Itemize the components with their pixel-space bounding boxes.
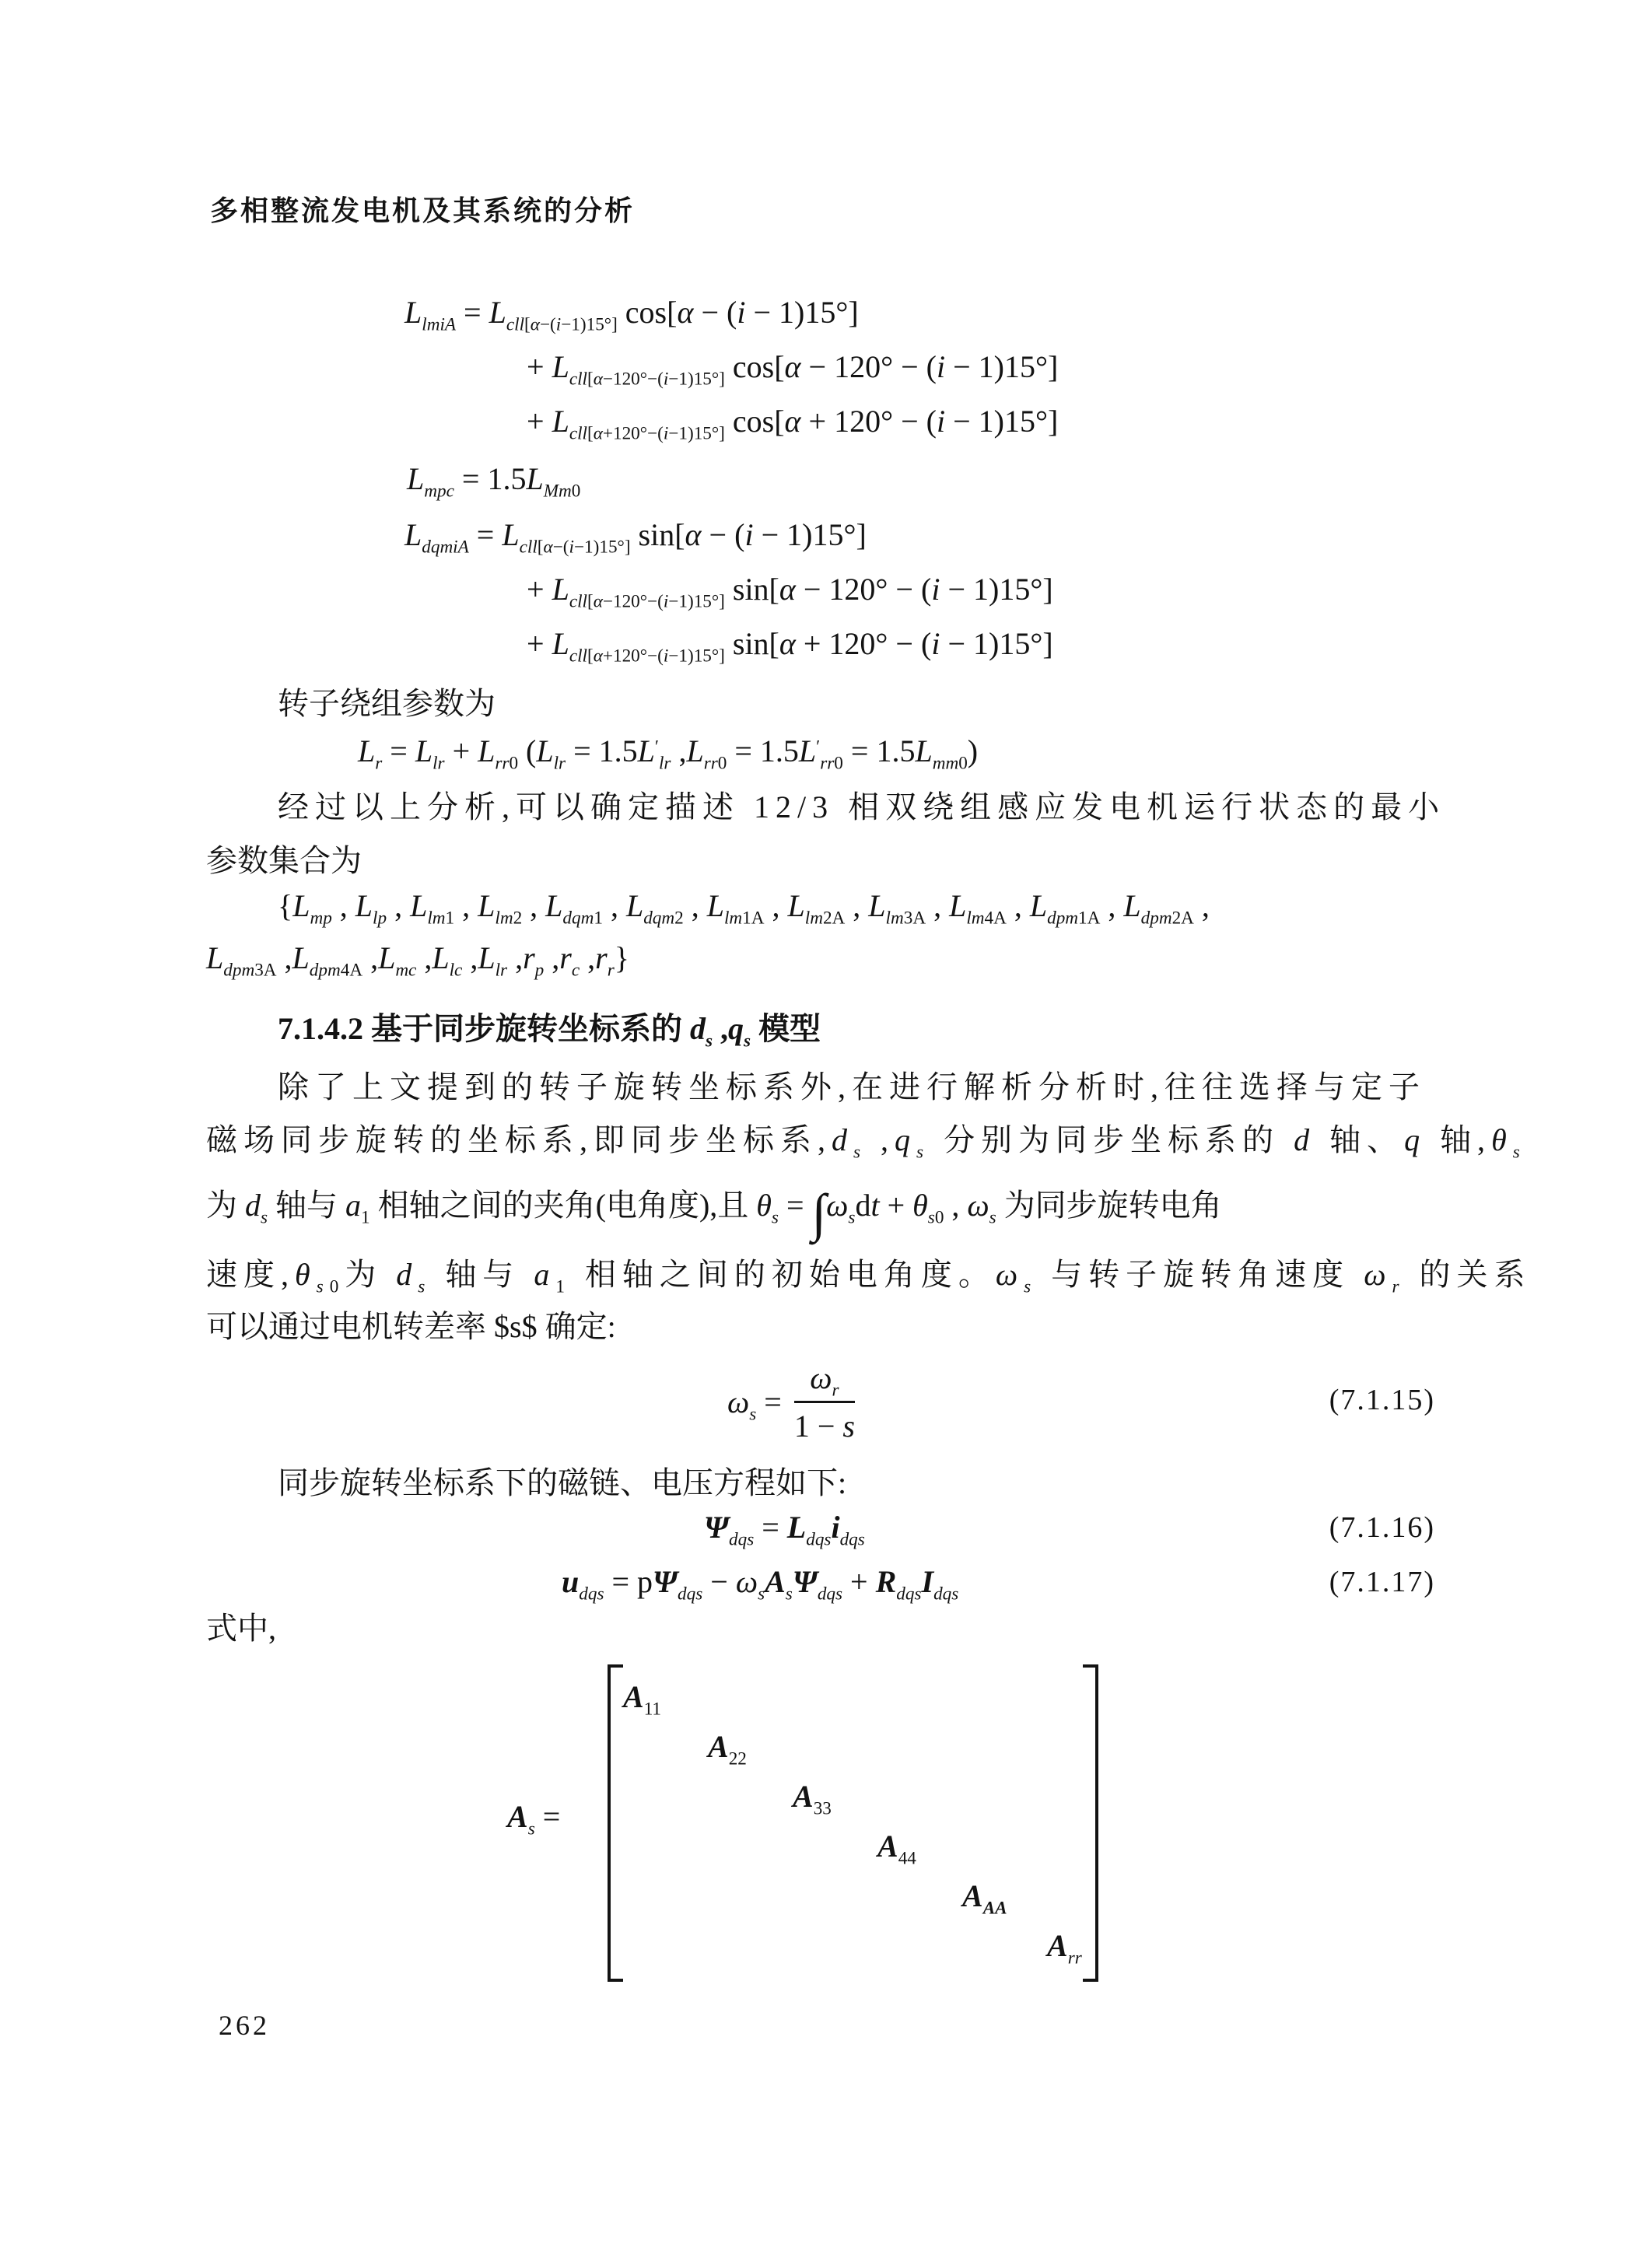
body-paragraph-line5: 可以通过电机转差率 $s$ 确定: <box>206 1309 616 1344</box>
equation-dqmiA-line1: $L_{dqmiA} = L_{cll[\alpha-(i-1)15^\circ]}$ sin[α − (i − 1)15°] <box>404 517 867 558</box>
matrix-entry: $A_{rr}$ <box>1047 1928 1082 1969</box>
fraction <box>794 1360 855 1444</box>
fraction-numerator: $\omega_r$ <box>794 1360 855 1403</box>
equation-lmiA-line1: $L_{lmiA} = L_{cll[\alpha-(i-1)15^\circ]}$ cos[α − (i − 1)15°] <box>404 295 859 335</box>
fraction-denominator: 1 − s <box>793 1409 855 1444</box>
body-paragraph-line3: 为 $d_s$ 轴与 $a_1$ 相轴之间的夹角(电角度),且 $\theta_s = \int\omega_sdt + \theta_{s0}$ , $\omega_s$ 为同步旋转电角 <box>206 1183 1222 1243</box>
matrix-right-bracket <box>1083 1664 1098 1982</box>
equation-number-7-1-15: (7.1.15) <box>1329 1384 1435 1416</box>
matrix-entry: $A_{44}$ <box>877 1829 916 1869</box>
equation-mpc: $L_{mpc} = 1.5L_{Mm0}$ <box>407 461 581 502</box>
equation-lr: $L_r = L_{lr} + L_{rr0}$ ($L_{lr} = 1.5L'_{lr}$ $,L_{rr0} = 1.5L'_{rr0} = 1.5L_{mm0}$) <box>358 733 979 774</box>
flux-voltage-intro: 同步旋转坐标系下的磁链、电压方程如下: <box>278 1465 847 1500</box>
section-heading: 7.1.4.2 基于同步旋转坐标系的 $d_s$ $,q_s$ 模型 <box>278 1011 821 1052</box>
matrix-entry: $A_{11}$ <box>623 1679 662 1720</box>
equation-7-1-15-lhs: $\omega_s$ = <box>727 1384 782 1425</box>
body-paragraph-line2: 磁场同步旋转的坐标系,即同步坐标系$,d_s$ $,q_s$ 分别为同步坐标系的 d 轴、q 轴$,\theta_s$ <box>206 1122 1526 1163</box>
matrix-entry: $A_{AA}$ <box>962 1878 1007 1919</box>
matrix-entry: $A_{22}$ <box>708 1729 747 1769</box>
analysis-paragraph-line2: 参数集合为 <box>206 843 362 878</box>
equation-lmiA-line2: + $L_{cll[\alpha-120^\circ-(i-1)15^\circ]}$ cos[α − 120° − (i − 1)15°] <box>527 349 1059 390</box>
equation-number-7-1-16: (7.1.16) <box>1329 1511 1435 1544</box>
equation-lmiA-line3: + $L_{cll[\alpha+120^\circ-(i-1)15^\circ]}$ cos[α + 120° − (i − 1)15°] <box>527 404 1059 444</box>
matrix-lhs: $A_s$ = <box>507 1799 561 1839</box>
matrix-entries <box>623 1672 1082 1971</box>
equation-7-1-16: $\Psi_{dqs} = L_{dqs}i_{dqs}$ <box>704 1510 865 1550</box>
rotor-params-label: 转子绕组参数为 <box>278 686 496 721</box>
body-paragraph-line4: 速度$,\theta_{s0}$为 $d_s$ 轴与 $a_1$ 相轴之间的初始电角度。$\omega_s$ 与转子旋转角速度 $\omega_r$ 的关系 <box>206 1257 1532 1297</box>
equation-7-1-17: $u_{dqs} = p\Psi_{dqs} - \omega_sA_s\Psi_{dqs} + R_{dqs}I_{dqs}$ <box>562 1564 959 1605</box>
equation-dqmiA-line3: + $L_{cll[\alpha+120^\circ-(i-1)15^\circ]}$ sin[α + 120° − (i − 1)15°] <box>527 626 1053 667</box>
where-label: 式中, <box>206 1611 276 1646</box>
analysis-paragraph-line1: 经过以上分析,可以确定描述 12/3 相双绕组感应发电机运行状态的最小 <box>278 789 1446 824</box>
parameter-set-line2: $L_{dpm3A}$ $,L_{dpm4A}$ $,L_{mc}$ $,L_{lc}$ $,L_{lr}$ $,r_p$ $,r_c$ $,r_r$} <box>206 940 629 981</box>
matrix-left-bracket <box>608 1664 623 1982</box>
equation-7-1-15 <box>727 1360 855 1444</box>
parameter-set-line1: {$L_{mp}$ , $L_{lp}$ , $L_{lm1}$ , $L_{lm2}$ , $L_{dqm1}$ , $L_{dqm2}$ , $L_{lm1A}$ , $L_{lm2A}$ , $L_{lm3A}$ , $L_{lm4A}$ , $L_{dpm1A}$ , $L_{dpm2A}$ , <box>278 888 1210 929</box>
body-paragraph-line1: 除了上文提到的转子旋转坐标系外,在进行解析分析时,往往选择与定子 <box>278 1069 1426 1104</box>
matrix-entry: $A_{33}$ <box>793 1779 832 1819</box>
equation-dqmiA-line2: + $L_{cll[\alpha-120^\circ-(i-1)15^\circ]}$ sin[α − 120° − (i − 1)15°] <box>527 572 1053 612</box>
page-number: 262 <box>219 2010 270 2041</box>
equation-number-7-1-17: (7.1.17) <box>1329 1566 1435 1598</box>
page-header: 多相整流发电机及其系统的分析 <box>210 195 636 226</box>
